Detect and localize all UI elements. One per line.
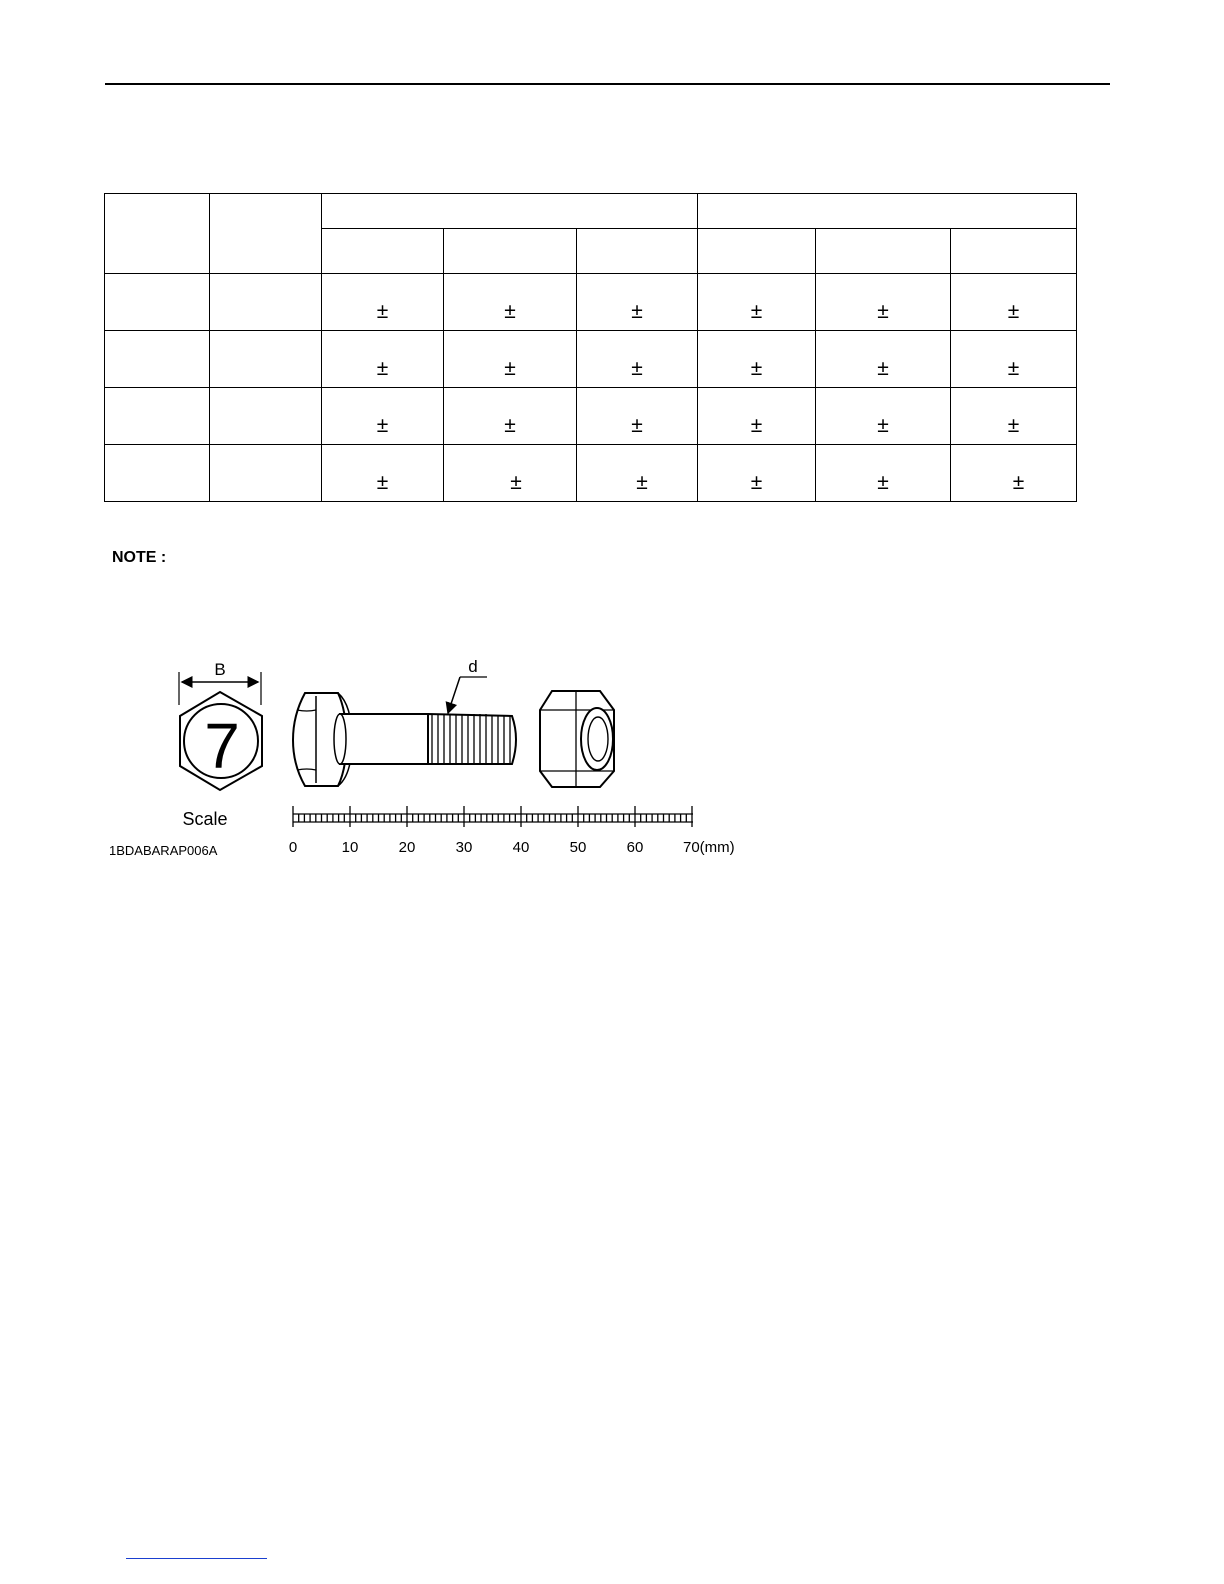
table-cell: [105, 388, 210, 445]
scale-ruler: [293, 806, 693, 827]
plus-minus: ±: [750, 357, 763, 380]
table-cell: [322, 331, 444, 388]
scale-tick-label: 0: [288, 839, 298, 856]
plus-minus: ±: [504, 357, 516, 380]
subheader-cell: [444, 229, 577, 274]
plus-minus: ±: [631, 300, 643, 323]
table-cell: [210, 274, 322, 331]
header-group-cell: [698, 194, 1077, 229]
plus-minus: ±: [877, 414, 889, 437]
hex-head-top-view: [179, 660, 262, 829]
table-row: [105, 331, 1077, 388]
table-cell: [698, 445, 816, 502]
plus-minus: ±: [376, 300, 389, 323]
plus-minus: ±: [631, 414, 643, 437]
header-cell: [105, 194, 210, 274]
scale-tick-label: 70(mm): [683, 839, 735, 856]
table-cell: [577, 331, 698, 388]
top-rule: [105, 83, 1110, 85]
table-cell: [698, 388, 816, 445]
table-cell: [322, 274, 444, 331]
scale-tick-label: 40: [512, 839, 530, 856]
scale-label: Scale: [182, 809, 228, 829]
table-cell: [210, 331, 322, 388]
plus-minus: ±: [376, 414, 389, 437]
table-cell: [951, 445, 1077, 502]
plus-minus: ±: [504, 414, 516, 437]
nut-view: [540, 691, 614, 787]
table-cell: [105, 331, 210, 388]
table-cell: [105, 274, 210, 331]
table-cell: [816, 445, 951, 502]
bolt-figure: [100, 650, 760, 865]
plus-minus: ±: [631, 357, 643, 380]
plus-minus: ±: [1007, 414, 1020, 437]
plus-minus: ±: [376, 471, 389, 494]
table-cell: [816, 388, 951, 445]
plus-minus: ±: [1007, 357, 1020, 380]
label-d: d: [468, 657, 478, 676]
plus-minus: ±: [504, 300, 516, 323]
plus-minus: ±: [510, 471, 522, 494]
table-cell: [210, 388, 322, 445]
table-cell: [105, 445, 210, 502]
plus-minus: ±: [750, 414, 763, 437]
subheader-cell: [322, 229, 444, 274]
subheader-cell: [816, 229, 951, 274]
thread-pointer: [448, 657, 487, 713]
table-cell: [577, 388, 698, 445]
table-row: [105, 274, 1077, 331]
header-cell: [210, 194, 322, 274]
table-cell: [322, 445, 444, 502]
scale-tick-label: 20: [398, 839, 416, 856]
scale-tick-label: 60: [626, 839, 644, 856]
table-cell: [444, 274, 577, 331]
scale-tick-label: 30: [455, 839, 473, 856]
plus-minus: ±: [1012, 471, 1025, 494]
header-group-cell: [322, 194, 698, 229]
subheader-cell: [698, 229, 816, 274]
table-cell: [322, 388, 444, 445]
table-cell: [951, 388, 1077, 445]
table-row: [105, 445, 1077, 502]
table-cell: [444, 445, 577, 502]
subheader-cell: [577, 229, 698, 274]
table-cell: [577, 274, 698, 331]
table-header-row: [105, 194, 1077, 229]
plus-minus: ±: [636, 471, 648, 494]
table-cell: [210, 445, 322, 502]
torque-table: [104, 193, 1077, 502]
plus-minus: ±: [750, 300, 763, 323]
plus-minus: ±: [877, 357, 889, 380]
table-cell: [816, 274, 951, 331]
plus-minus: ±: [750, 471, 763, 494]
footer-link-underline[interactable]: [126, 1558, 267, 1559]
note-label: NOTE :: [112, 549, 167, 566]
table-cell: [444, 331, 577, 388]
subheader-cell: [951, 229, 1077, 274]
table-cell: [951, 331, 1077, 388]
table-row: [105, 388, 1077, 445]
table-cell: [816, 331, 951, 388]
plus-minus: ±: [877, 471, 889, 494]
figure-code: 1BDABARAP006A: [109, 843, 218, 858]
grade-mark: 7: [204, 710, 240, 782]
bolt-side-view: [293, 693, 516, 786]
scale-tick-labels: [289, 839, 735, 856]
plus-minus: ±: [376, 357, 389, 380]
table-cell: [444, 388, 577, 445]
scale-tick-label: 50: [569, 839, 587, 856]
scale-tick-label: 10: [341, 839, 359, 856]
table-cell: [698, 274, 816, 331]
table-cell: [577, 445, 698, 502]
table-cell: [698, 331, 816, 388]
plus-minus: ±: [877, 300, 889, 323]
label-b: B: [214, 660, 226, 679]
plus-minus: ±: [1007, 300, 1020, 323]
table-cell: [951, 274, 1077, 331]
